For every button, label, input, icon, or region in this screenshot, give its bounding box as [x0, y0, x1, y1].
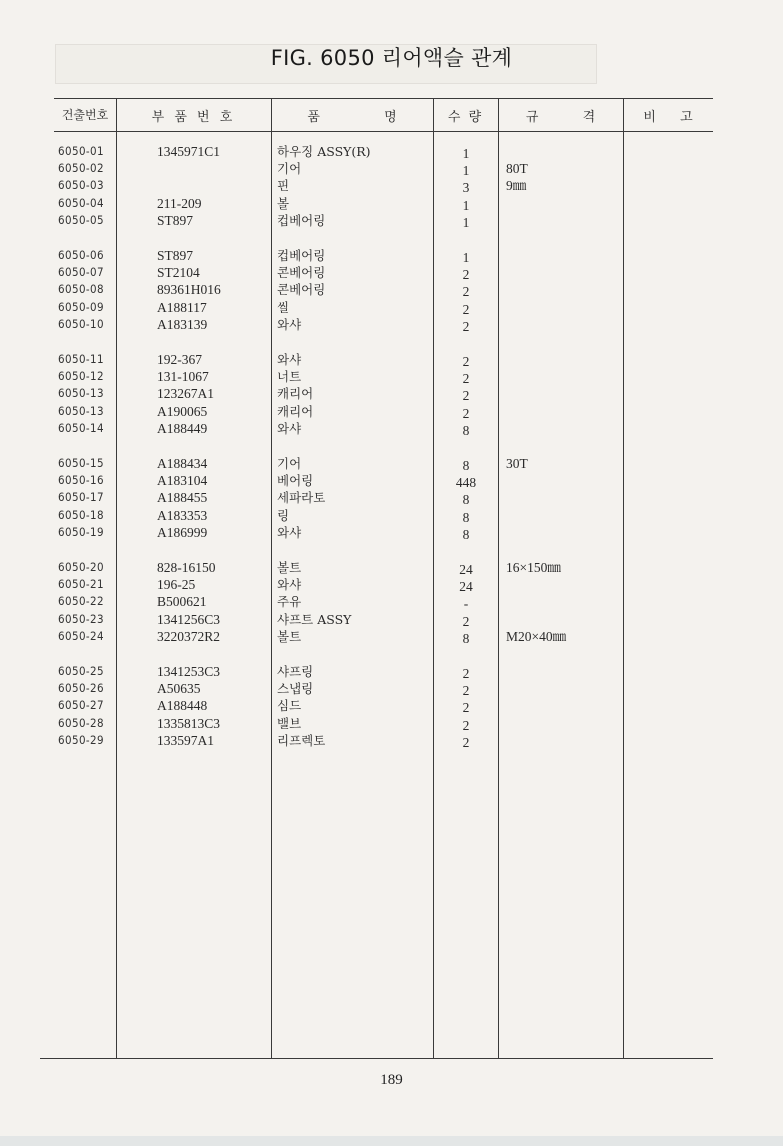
- part-name: 캐리어: [277, 386, 314, 402]
- spec: 16×150㎜: [506, 560, 561, 575]
- part-name: 와샤: [277, 577, 302, 593]
- row-number: 6050-25: [58, 664, 105, 678]
- header-no: 건출번호: [61, 108, 109, 122]
- header-note: 비 고: [643, 110, 693, 125]
- part-number: A188117: [157, 299, 207, 315]
- table-row: [0, 264, 783, 281]
- header-part: 부 품 번 호: [151, 110, 236, 125]
- part-name: 샤프트 ASSY: [277, 611, 352, 627]
- part-number: A188434: [157, 456, 208, 471]
- part-number: 1341256C3: [157, 611, 221, 627]
- part-number: 89361H016: [157, 282, 221, 298]
- table-row: [0, 663, 783, 680]
- row-number: 6050-06: [58, 248, 105, 262]
- part-number: A183104: [157, 473, 208, 489]
- table-row: [0, 611, 783, 628]
- row-number: 6050-16: [58, 473, 105, 488]
- row-number: 6050-10: [58, 316, 105, 331]
- part-name: 볼: [277, 195, 290, 211]
- row-number: 6050-05: [58, 212, 105, 227]
- part-name: 핀: [277, 178, 290, 194]
- header-name: 품 명: [307, 110, 397, 125]
- page-title: FIG. 6050 리어액슬 관계: [270, 46, 513, 70]
- quantity: 3: [462, 180, 470, 196]
- quantity: 2: [462, 666, 470, 681]
- part-number: ST897: [157, 248, 194, 263]
- part-name: 기어: [277, 161, 302, 177]
- quantity: 24: [459, 579, 473, 595]
- page-edge: [0, 1136, 783, 1146]
- quantity: 2: [462, 318, 470, 334]
- part-name: 와샤: [277, 352, 302, 367]
- row-number: 6050-15: [58, 456, 105, 470]
- table-row: [0, 299, 783, 316]
- row-number: 6050-18: [58, 507, 105, 522]
- row-number: 6050-20: [58, 560, 105, 574]
- row-number: 6050-28: [58, 715, 105, 730]
- part-number: A188455: [157, 490, 208, 506]
- part-number: A188448: [157, 698, 208, 714]
- quantity: 2: [462, 354, 470, 369]
- header-bottom-rule: [54, 131, 713, 132]
- table-row: [0, 472, 783, 489]
- quantity: 2: [462, 388, 470, 404]
- part-number: ST897: [157, 212, 194, 228]
- row-number: 6050-24: [58, 628, 105, 643]
- table-row: [0, 351, 783, 368]
- part-name: 베어링: [277, 473, 314, 489]
- row-number: 6050-13: [58, 386, 105, 401]
- row-number: 6050-07: [58, 265, 105, 280]
- part-name: 너트: [277, 369, 302, 385]
- part-number: ST2104: [157, 265, 200, 281]
- table-row: [0, 403, 783, 420]
- quantity: 8: [462, 422, 470, 438]
- part-name: 컵베어링: [277, 248, 326, 263]
- table-row: [0, 316, 783, 333]
- row-number: 6050-13: [58, 403, 105, 418]
- table-row: [0, 524, 783, 541]
- part-number: A183139: [157, 316, 208, 332]
- part-name: 리프렉토: [277, 732, 326, 748]
- part-number: B500621: [157, 594, 207, 610]
- table-row: [0, 160, 783, 177]
- row-number: 6050-26: [58, 681, 105, 696]
- row-number: 6050-01: [58, 144, 105, 158]
- row-number: 6050-02: [58, 161, 105, 176]
- part-name: 볼트: [277, 628, 302, 644]
- part-number: A183353: [157, 507, 208, 523]
- row-number: 6050-11: [58, 352, 105, 366]
- row-number: 6050-21: [58, 577, 105, 592]
- row-number: 6050-03: [58, 178, 105, 193]
- table-row: [0, 195, 783, 212]
- part-name: 링: [277, 507, 290, 523]
- quantity: 2: [462, 717, 470, 733]
- row-number: 6050-17: [58, 490, 105, 505]
- header-spec: 규 격: [525, 110, 596, 125]
- row-number: 6050-23: [58, 611, 105, 626]
- table-row: [0, 559, 783, 576]
- table-row: [0, 507, 783, 524]
- part-number: 196-25: [157, 577, 196, 593]
- quantity: 1: [462, 163, 470, 179]
- quantity: 2: [462, 371, 470, 387]
- quantity: -: [463, 596, 469, 612]
- row-number: 6050-12: [58, 369, 105, 384]
- part-number: 123267A1: [157, 386, 214, 402]
- part-number: A186999: [157, 524, 208, 540]
- table-row: [0, 680, 783, 697]
- part-name: 와샤: [277, 524, 302, 540]
- part-name: 심드: [277, 698, 302, 714]
- quantity: 24: [459, 562, 473, 577]
- quantity: 2: [462, 267, 470, 283]
- table-top-rule: [54, 98, 713, 99]
- part-number: 1335813C3: [157, 715, 221, 731]
- header-qty: 수 량: [447, 110, 484, 125]
- table-bottom-rule: [40, 1058, 713, 1059]
- part-number: A188449: [157, 420, 208, 436]
- part-name: 기어: [277, 456, 302, 471]
- part-name: 주유: [277, 594, 302, 610]
- quantity: 2: [462, 405, 470, 421]
- quantity: 1: [462, 250, 470, 265]
- part-number: A190065: [157, 403, 208, 419]
- part-name: 콘베어링: [277, 265, 326, 281]
- part-number: 133597A1: [157, 732, 214, 748]
- part-number: 828-16150: [157, 560, 216, 575]
- quantity: 1: [462, 214, 470, 230]
- part-name: 샤프링: [277, 664, 314, 679]
- quantity: 8: [462, 526, 470, 542]
- quantity: 1: [462, 146, 470, 161]
- quantity: 8: [462, 630, 470, 646]
- table-row: [0, 420, 783, 437]
- part-name: 콘베어링: [277, 282, 326, 298]
- table-row: [0, 697, 783, 714]
- quantity: 8: [462, 458, 470, 473]
- part-name: 씰: [277, 299, 290, 315]
- row-number: 6050-22: [58, 594, 105, 609]
- table-row: [0, 143, 783, 160]
- table-row: [0, 593, 783, 610]
- table-row: [0, 732, 783, 749]
- table-row: [0, 489, 783, 506]
- quantity: 8: [462, 492, 470, 508]
- spec: 9㎜: [506, 178, 527, 194]
- part-number: 131-1067: [157, 369, 209, 385]
- spec: 80T: [506, 161, 528, 177]
- part-number: 192-367: [157, 352, 202, 367]
- quantity: 8: [462, 509, 470, 525]
- row-number: 6050-09: [58, 299, 105, 314]
- part-number: 1345971C1: [157, 144, 221, 159]
- part-number: 211-209: [157, 195, 202, 211]
- row-number: 6050-19: [58, 524, 105, 539]
- page-number: 189: [380, 1072, 403, 1088]
- part-name: 밸브: [277, 715, 302, 731]
- row-number: 6050-27: [58, 698, 105, 713]
- part-name: 볼트: [277, 560, 302, 575]
- table-row: [0, 212, 783, 229]
- quantity: 2: [462, 613, 470, 629]
- part-name: 스냅링: [277, 681, 314, 697]
- spec: M20×40㎜: [506, 628, 567, 644]
- part-name: 와샤: [277, 420, 302, 436]
- table-row: [0, 385, 783, 402]
- part-name: 와샤: [277, 316, 302, 332]
- part-name: 캐리어: [277, 403, 314, 419]
- table-row: [0, 247, 783, 264]
- part-name: 하우징 ASSY(R): [277, 144, 371, 159]
- part-name: 컵베어링: [277, 212, 326, 228]
- part-number: 1341253C3: [157, 664, 221, 679]
- quantity: 2: [462, 700, 470, 716]
- table-row: [0, 715, 783, 732]
- quantity: 2: [462, 284, 470, 300]
- row-number: 6050-08: [58, 282, 105, 297]
- row-number: 6050-04: [58, 195, 105, 210]
- quantity: 2: [462, 683, 470, 699]
- table-row: [0, 177, 783, 194]
- table-row: [0, 281, 783, 298]
- part-number: 3220372R2: [157, 628, 221, 644]
- table-row: [0, 455, 783, 472]
- part-name: 세파라토: [277, 490, 326, 506]
- row-number: 6050-29: [58, 732, 105, 747]
- spec: 30T: [506, 456, 528, 471]
- table-row: [0, 368, 783, 385]
- quantity: 1: [462, 197, 470, 213]
- quantity: 448: [455, 475, 477, 491]
- quantity: 2: [462, 734, 470, 750]
- table-row: [0, 576, 783, 593]
- row-number: 6050-14: [58, 420, 105, 435]
- table-row: [0, 628, 783, 645]
- part-number: A50635: [157, 681, 201, 697]
- quantity: 2: [462, 301, 470, 317]
